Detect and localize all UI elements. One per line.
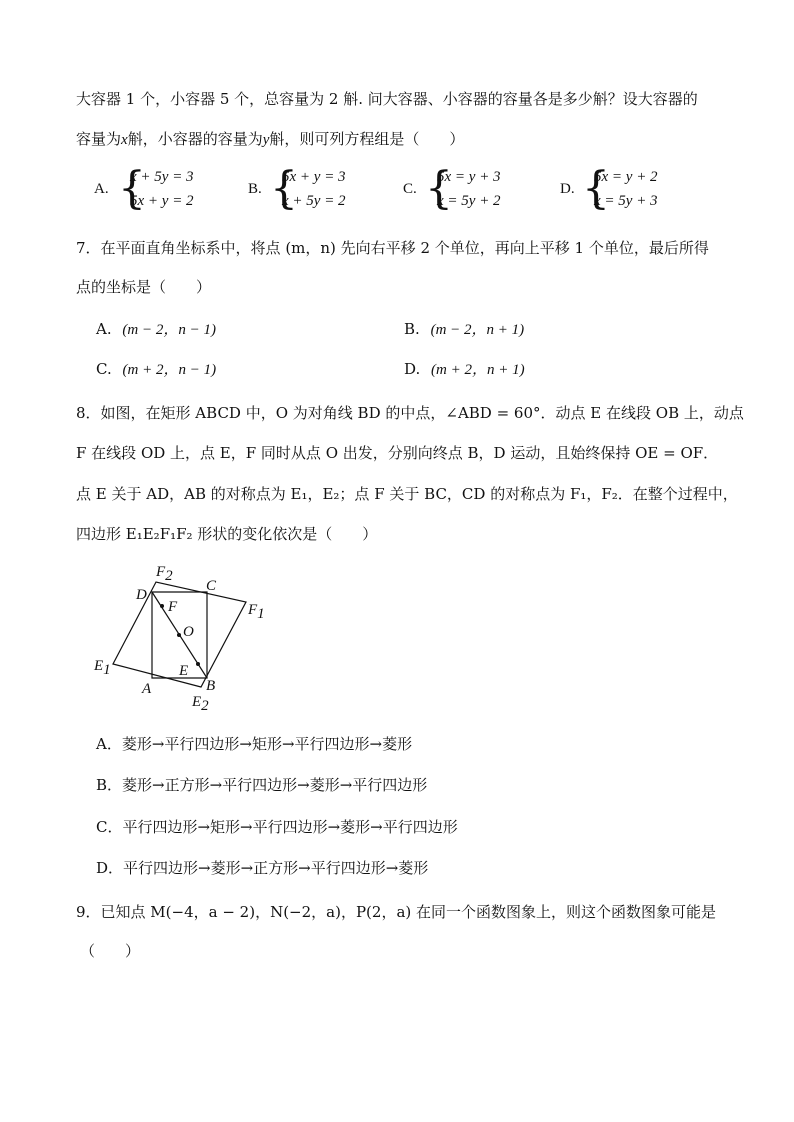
q7-option-d-text: (m + 2，n + 1) [431,362,525,378]
brace-icon: { [582,163,610,214]
label-e1: E1 [94,658,111,678]
label-f2: F2 [156,564,173,584]
q6-var-x: x [121,132,128,148]
label-e: E [179,663,189,679]
q7-option-b-label: B. [404,320,420,338]
brace-icon: { [270,163,298,214]
point-o-dot [177,633,181,637]
q6-var-y: y [262,132,270,148]
q6-option-a-eq1: x + 5y = 3 [130,169,194,185]
point-e-dot [196,662,200,666]
q6-option-c-label: C. [403,181,417,197]
brace-icon: { [425,163,453,214]
q7-option-d [404,358,525,379]
q8-text-line4: 四边形 E₁E₂F₁F₂ 形状的变化依次是（ ） [76,525,378,543]
label-f1: F1 [248,602,265,622]
q7-option-a-text: (m − 2，n − 1) [122,322,216,338]
q7-option-a [96,318,216,339]
point-f-dot [160,604,164,608]
q8-text-line1: 8．如图，在矩形 ABCD 中，O 为对角线 BD 的中点，∠ABD = 60°．动点 E 在线段 OB 上，动点 [76,404,744,422]
label-c: C [206,578,217,594]
q6-line2-part-b: 斛，小容器的容量为 [127,130,263,148]
q6-text-line1: 大容器 1 个，小容器 5 个，总容量为 2 斛. 问大容器、小容器的容量各是多少斛？设大容器的 [76,90,698,108]
q7-option-c-label: C. [96,360,112,378]
q8-option-a: A．菱形→平行四边形→矩形→平行四边形→菱形 [96,735,413,753]
q6-option-d-label: D. [560,181,575,197]
q6-option-d-eq1: 5x = y + 2 [594,169,658,185]
q6-option-c-eq2: x = 5y + 2 [437,193,501,209]
q7-option-c [96,358,216,379]
q6-line2-part-a: 容量为 [76,130,122,148]
q9-text-line2: （ ） [80,942,141,960]
label-f: F [168,599,178,615]
label-o: O [183,624,194,640]
brace-icon: { [118,163,146,214]
q8-option-c: C．平行四边形→矩形→平行四边形→菱形→平行四边形 [96,818,458,836]
q7-option-a-label: A. [96,320,112,338]
q8-figure [90,560,280,720]
label-e2: E2 [192,694,209,714]
label-a: A [142,681,152,697]
q6-option-b-label: B. [248,181,262,197]
q8-option-d: D．平行四边形→菱形→正方形→平行四边形→菱形 [96,859,429,877]
q6-text-line2 [76,128,464,149]
q7-option-b-text: (m − 2，n + 1) [430,322,525,338]
q6-option-a-eq2: 5x + y = 2 [130,193,194,209]
q7-text-line2: 点的坐标是（ ） [76,278,212,296]
label-b: B [206,678,216,694]
q6-option-a-label: A. [94,181,109,197]
q7-option-c-text: (m + 2，n − 1) [122,362,217,378]
q6-option-c-eq1: 5x = y + 3 [437,169,501,185]
q6-option-b-eq1: 5x + y = 3 [282,169,346,185]
q8-text-line2: F 在线段 OD 上，点 E，F 同时从点 O 出发，分别向终点 B，D 运动，且始终保持 OE = OF． [76,444,719,462]
q7-option-b [404,318,524,339]
q8-text-line3: 点 E 关于 AD，AB 的对称点为 E₁，E₂；点 F 关于 BC，CD 的对称点为 F₁，F₂．在整个过程中， [76,485,738,503]
q7-option-d-label: D. [404,360,421,378]
q9-text-line1: 9．已知点 M(−4，a − 2)，N(−2，a)，P(2，a) 在同一个函数图象上，则这个函数图象可能是 [76,903,717,921]
q6-option-d-eq2: x = 5y + 3 [594,193,658,209]
q7-text-line1: 7．在平面直角坐标系中，将点 (m，n) 先向右平移 2 个单位，再向上平移 1 个单位，最后所得 [76,239,709,257]
q6-option-b-eq2: x + 5y = 2 [282,193,346,209]
label-d: D [136,587,147,603]
q8-option-b: B．菱形→正方形→平行四边形→菱形→平行四边形 [96,776,428,794]
q6-line2-part-c: 斛，则可列方程组是（ ） [269,130,465,148]
